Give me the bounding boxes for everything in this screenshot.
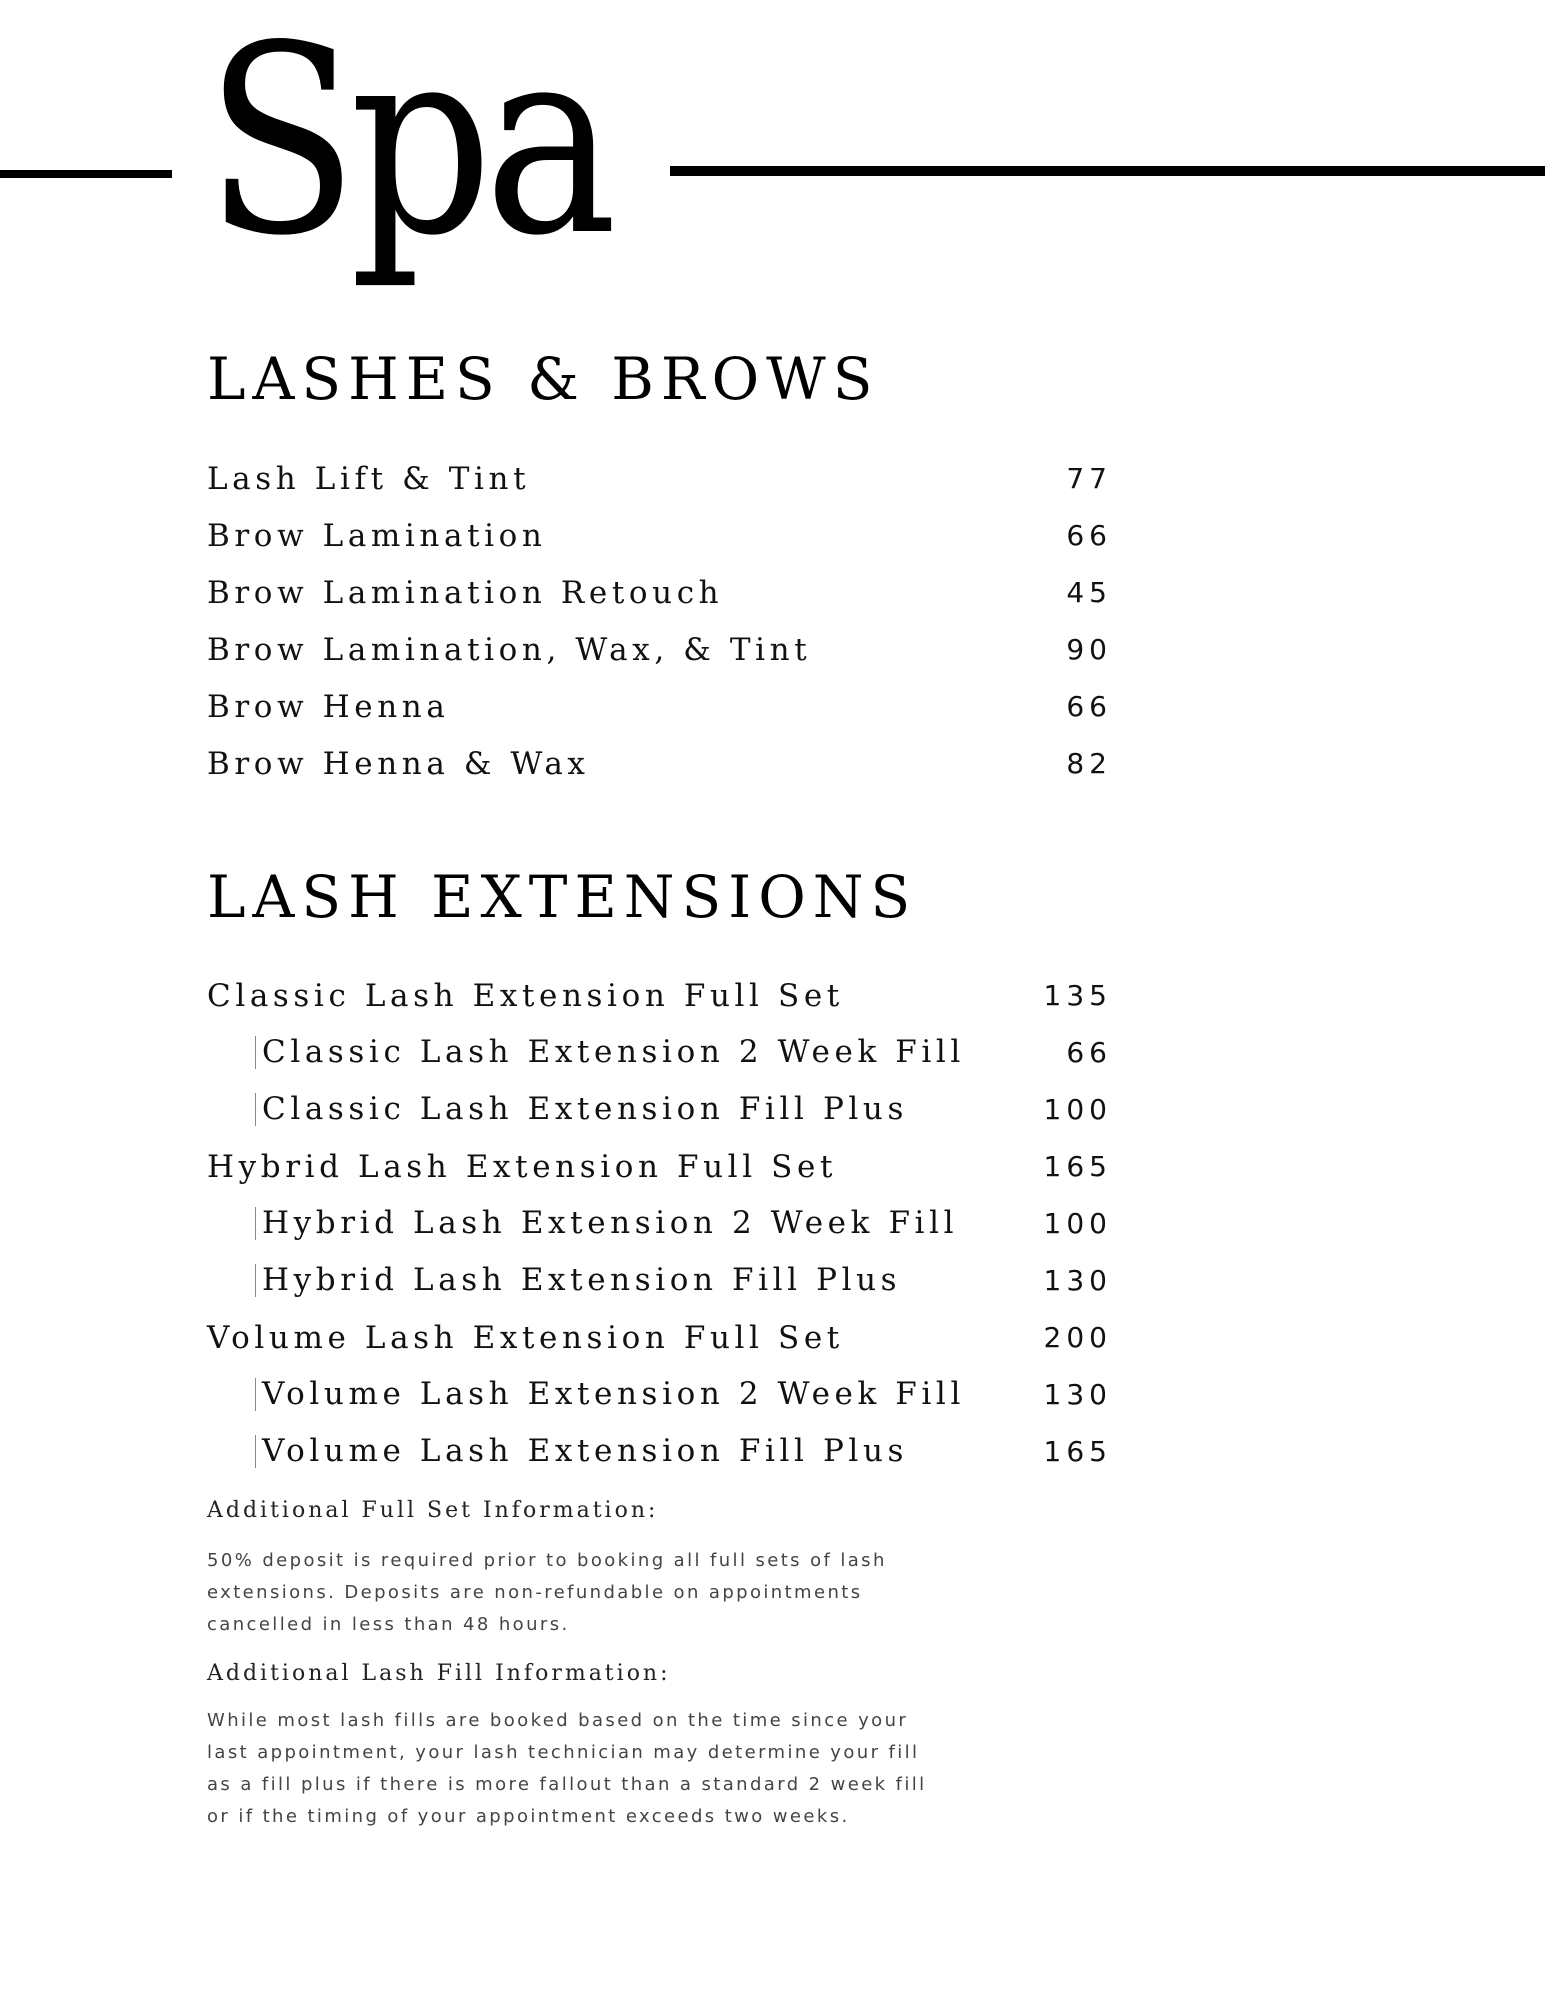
item-name: Brow Lamination, Wax, & Tint (207, 631, 812, 668)
item-name: Brow Lamination Retouch (207, 574, 724, 611)
menu-list-lash-extensions (207, 967, 1112, 1480)
full-set-info-heading: Additional Full Set Information: (207, 1498, 659, 1523)
item-name: Brow Henna (207, 688, 450, 725)
menu-item-volume-full-set (207, 1309, 1112, 1366)
section-heading-lash-extensions: LASH EXTENSIONS (207, 863, 918, 931)
item-price: 100 (1043, 1093, 1112, 1126)
menu-item-brow-lamination-wax-tint (207, 621, 1112, 678)
section-heading-lashes-brows: LASHES & BROWS (207, 345, 880, 413)
item-price: 66 (1066, 1036, 1112, 1069)
item-price: 135 (1043, 979, 1112, 1012)
menu-item-brow-henna-wax (207, 735, 1112, 792)
item-price: 130 (1043, 1264, 1112, 1297)
menu-item-brow-henna (207, 678, 1112, 735)
menu-list-lashes-brows (207, 450, 1112, 792)
full-set-info-text: 50% deposit is required prior to booking all full sets of lash extensions. Deposits are non-refundable on appointments cancelled in less than 48 hours. (207, 1550, 887, 1635)
menu-item-lash-lift-tint (207, 450, 1112, 507)
item-price: 165 (1043, 1435, 1112, 1468)
item-name: Hybrid Lash Extension Fill Plus (255, 1264, 901, 1297)
item-price: 90 (1066, 633, 1112, 666)
item-price: 200 (1043, 1321, 1112, 1354)
menu-item-brow-lamination-retouch (207, 564, 1112, 621)
fill-info-text: While most lash fills are booked based on the time since your last appointment, your lash technician may determine your fill as a fill plus if there is more fallout than a standard 2 week fill or if the timing of your appointment exceeds two weeks. (207, 1710, 927, 1827)
item-price: 77 (1066, 462, 1112, 495)
menu-item-volume-fill-plus (207, 1423, 1112, 1480)
menu-item-volume-2-week-fill (207, 1366, 1112, 1423)
item-price: 66 (1066, 519, 1112, 552)
menu-item-classic-full-set (207, 967, 1112, 1024)
item-name: Hybrid Lash Extension Full Set (207, 1148, 838, 1185)
page-title: Spa (205, 0, 609, 293)
item-name: Classic Lash Extension Fill Plus (255, 1093, 908, 1126)
item-name: Brow Henna & Wax (207, 745, 590, 782)
item-name: Classic Lash Extension Full Set (207, 977, 844, 1014)
menu-item-hybrid-full-set (207, 1138, 1112, 1195)
menu-item-brow-lamination (207, 507, 1112, 564)
menu-item-hybrid-fill-plus (207, 1252, 1112, 1309)
menu-item-classic-fill-plus (207, 1081, 1112, 1138)
item-price: 45 (1066, 576, 1112, 609)
item-price: 130 (1043, 1378, 1112, 1411)
header-rule-left (0, 170, 172, 178)
item-name: Lash Lift & Tint (207, 460, 531, 497)
item-name: Volume Lash Extension 2 Week Fill (255, 1378, 965, 1411)
item-price: 100 (1043, 1207, 1112, 1240)
item-price: 66 (1066, 690, 1112, 723)
item-price: 165 (1043, 1150, 1112, 1183)
menu-item-classic-2-week-fill (207, 1024, 1112, 1081)
item-name: Hybrid Lash Extension 2 Week Fill (255, 1207, 958, 1240)
item-name: Brow Lamination (207, 517, 547, 554)
menu-item-hybrid-2-week-fill (207, 1195, 1112, 1252)
header-rule-right (670, 166, 1545, 176)
item-name: Volume Lash Extension Fill Plus (255, 1435, 908, 1468)
item-name: Classic Lash Extension 2 Week Fill (255, 1036, 965, 1069)
fill-info-heading: Additional Lash Fill Information: (207, 1661, 671, 1686)
item-name: Volume Lash Extension Full Set (207, 1319, 844, 1356)
item-price: 82 (1066, 747, 1112, 780)
